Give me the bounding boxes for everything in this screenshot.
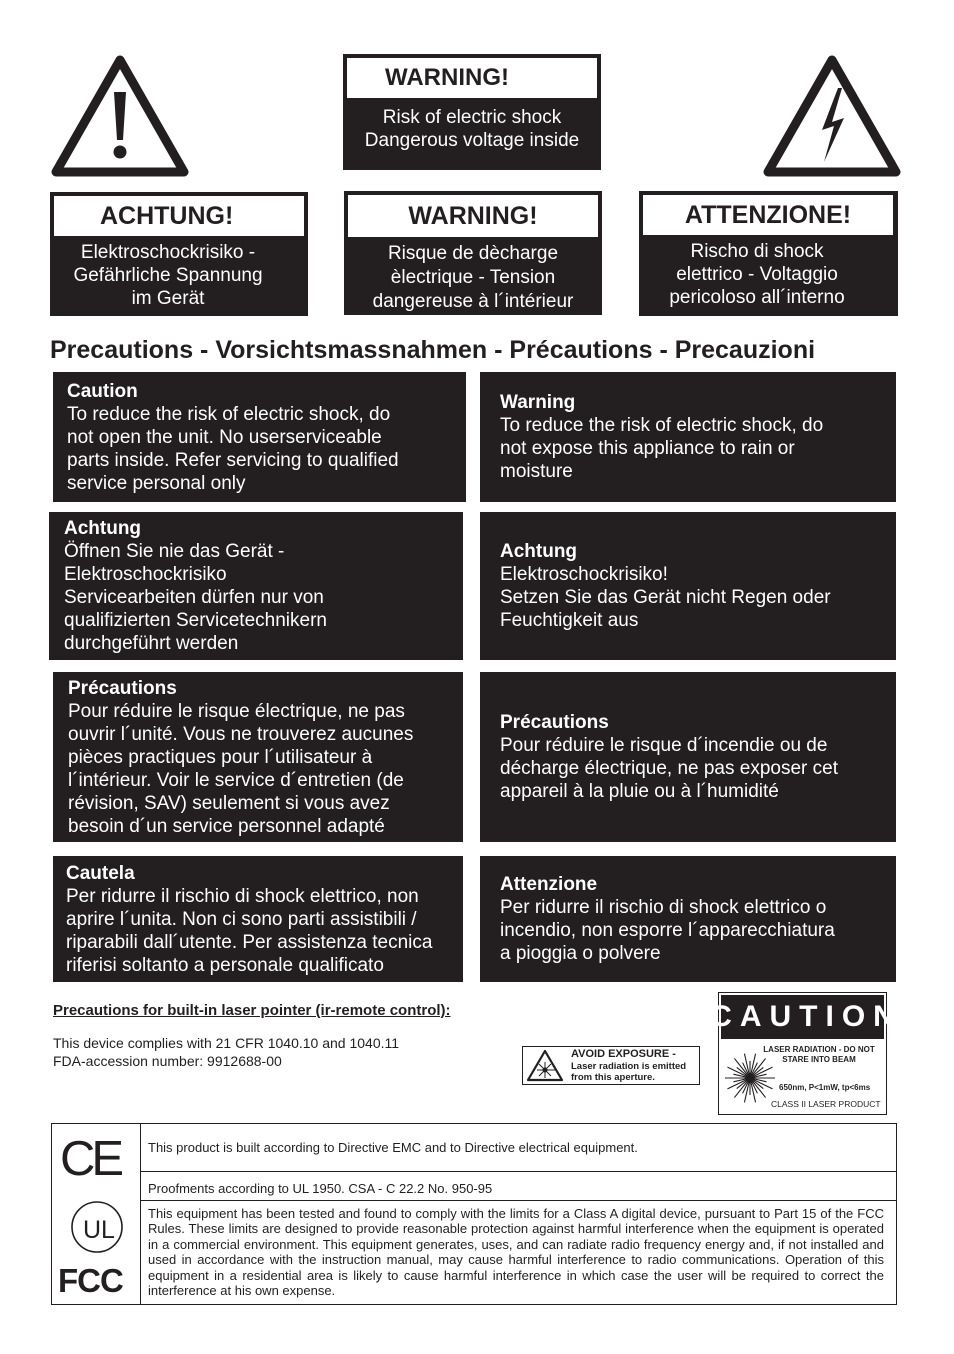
laser-title: Precautions for built-in laser pointer (ir-remote control): — [53, 1002, 451, 1019]
caution-label-warning: LASER RADIATION - DO NOT STARE INTO BEAM — [763, 1045, 875, 1064]
avoid-exposure-text: AVOID EXPOSURE - Laser radiation is emitted from this aperture. — [571, 1048, 687, 1083]
exclamation-warning-icon — [50, 54, 190, 178]
row-divider-2 — [141, 1200, 896, 1201]
precautions-open-text: Pour réduire le risque électrique, ne pas ouvrir l´unité. Vous ne trouverez aucunes pièces practiques pour l´utilisateur à l´intérieur. Voir le service d´entretien (de révision, SAV) seulement si vous avez besoin d´un service personnel adapté — [68, 700, 414, 837]
laser-starburst-icon — [723, 1051, 777, 1105]
fcc-statement: This equipment has been tested and found to comply with the limits for a Class A digital device, pursuant to Part 15 of the FCC Rules. These limits are designed to provide reasonable protection against harmful interference when the equipment is operated in a commercial environment. This equipment generates, uses, and can radiate radio frequency energy and, if not installed and used in accordance with the instruction manual, may cause harmful interference to radio communications. Operation of this equipment in a residential area is likely to cause harmful interference in which case the user will be required to correct the interference at his own expense. — [148, 1206, 884, 1299]
caution-laser-label — [710, 992, 903, 1115]
attenzione-title: ATTENZIONE! — [641, 193, 895, 237]
center-warning-title: WARNING! — [345, 56, 599, 100]
achtung-open-text: Öffnen Sie nie das Gerät - Elektroschockrisiko Servicearbeiten dürfen nur von qualifizierten Servicetechnikern durchgeführt werden — [64, 541, 327, 654]
caution-box — [53, 372, 466, 502]
achtung-open-title: Achtung — [64, 518, 142, 539]
laser-hazard-icon — [526, 1049, 564, 1082]
warning-box — [480, 372, 896, 502]
achtung-moisture-text: Elektroschockrisiko! Setzen Sie das Gerät nicht Regen oder Feuchtigkeit aus — [500, 564, 831, 631]
caution-text: To reduce the risk of electric shock, do not open the unit. No userserviceable parts inside. Refer servicing to qualified service personal only — [67, 403, 399, 494]
cautela-title: Cautela — [66, 862, 135, 884]
ce-mark-icon — [60, 1134, 126, 1180]
achtung-open-box — [49, 512, 463, 660]
achtung-moisture-box — [480, 512, 896, 660]
precautions-title: Precautions - Vorsichtsmassnahmen - Précautions - Precauzioni — [50, 336, 816, 364]
ul-statement: Proofments according to UL 1950. CSA - C 22.2 No. 950-95 — [148, 1181, 493, 1196]
caution-label-class: CLASS II LASER PRODUCT — [771, 1099, 881, 1109]
logo-column-divider — [140, 1124, 141, 1304]
laser-compliance-text: This device complies with 21 CFR 1040.10 and 1040.11 FDA-accession number: 9912688-00 — [53, 1035, 400, 1069]
precautions-open-box — [53, 672, 463, 842]
precautions-moisture-box — [480, 672, 896, 842]
warning-fr-box — [344, 191, 602, 315]
attenzione-moisture-title: Attenzione — [500, 874, 598, 895]
caution-label-title: CAUTION — [721, 995, 884, 1039]
warning-fr-text: Risque de dècharge èlectrique - Tension dangereuse à l´intérieur — [372, 243, 574, 312]
attenzione-moisture-box — [480, 856, 896, 982]
center-warning-text: Risk of electric shock Dangerous voltage inside — [364, 107, 580, 151]
achtung-moisture-title: Achtung — [500, 541, 578, 562]
warning-text: To reduce the risk of electric shock, do not expose this appliance to rain or moisture — [500, 415, 824, 482]
svg-text:CE: CE — [60, 1134, 124, 1180]
caution-label-spec: 650nm, P<1mW, tp<6ms — [779, 1083, 871, 1092]
achtung-title: ACHTUNG! — [52, 194, 306, 238]
warning-fr-title: WARNING! — [346, 193, 600, 239]
cautela-text: Per ridurre il rischio di shock elettrico, non aprire l´unita. Non ci sono parti assistibili / riparabili dall´utente. Per assistenza tecnica riferisi soltanto a personale qualificato — [66, 885, 433, 976]
row-divider-1 — [141, 1171, 896, 1172]
warning-title: Warning — [500, 392, 576, 413]
attenzione-box — [639, 191, 898, 316]
fcc-logo-icon: FCC — [58, 1262, 123, 1299]
attenzione-moisture-text: Per ridurre il rischio di shock elettrico o incendio, non esporre l´apparecchiatura a pioggia o polvere — [500, 897, 835, 964]
ul-mark-icon — [68, 1200, 126, 1254]
attenzione-text: Rischo di shock elettrico - Voltaggio pericoloso all´interno — [669, 241, 845, 308]
precautions-open-title: Précautions — [68, 677, 177, 699]
lightning-warning-icon — [762, 54, 902, 178]
caution-title: Caution — [67, 380, 138, 402]
ce-statement: This product is built according to Directive EMC and to Directive electrical equipment. — [148, 1140, 638, 1155]
avoid-exposure-label — [522, 1046, 700, 1085]
center-warning-box — [343, 54, 601, 170]
certification-table — [51, 1123, 897, 1305]
achtung-box — [50, 192, 308, 316]
precautions-moisture-text: Pour réduire le risque d´incendie ou de décharge électrique, ne pas exposer cet appareil à la pluie ou à l´humidité — [500, 735, 838, 802]
achtung-text: Elektroschockrisiko - Gefährliche Spannung im Gerät — [73, 242, 263, 309]
svg-text:UL: UL — [83, 1216, 115, 1244]
cautela-box — [53, 856, 463, 982]
precautions-moisture-title: Précautions — [500, 712, 609, 733]
